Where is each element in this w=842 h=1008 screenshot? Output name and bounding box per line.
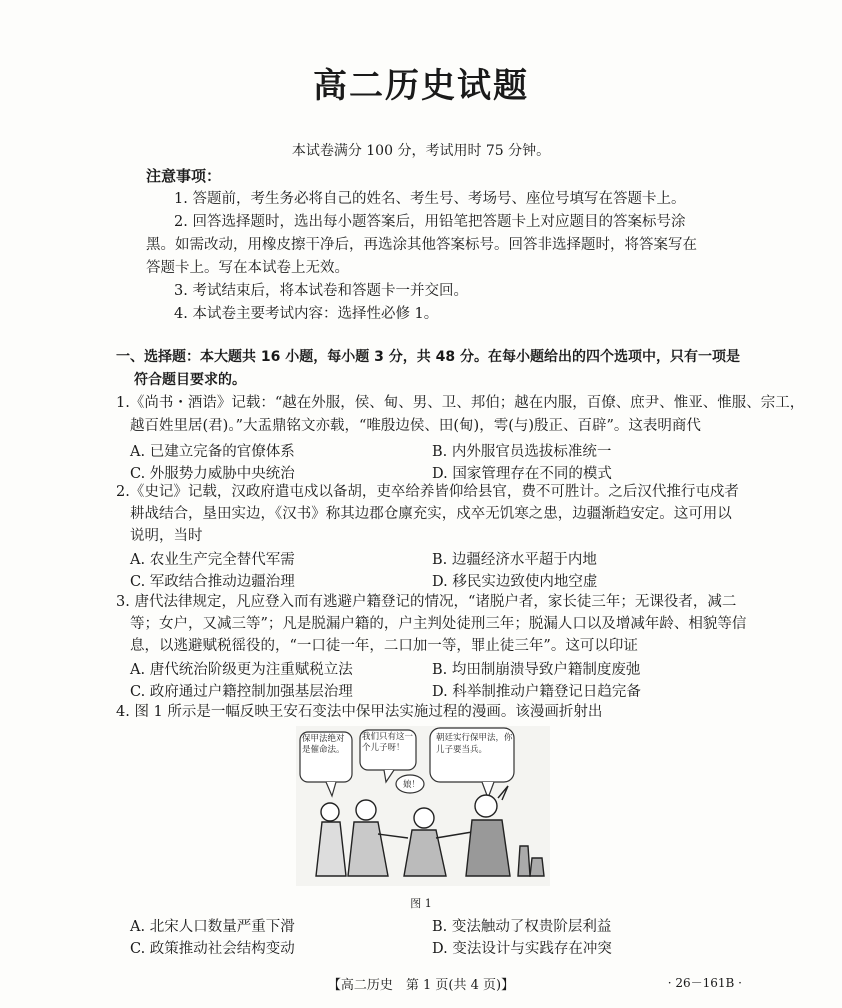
notice-line: 3. 考试结束后，将本试卷和答题卡一并交回。 [174,283,468,299]
question-2-stem: 2.《史记》记载，汉政府遣屯戍以备胡，吏卒给养皆仰给县官，费不可胜计。之后汉代推行屯戍者 [116,484,739,500]
bubble-text-3: 朝廷实行保甲法，你儿子要当兵。 [436,733,513,755]
question-3-option-d[interactable]: D. 科举制推动户籍登记日趋完备 [432,684,641,700]
question-2-option-a[interactable]: A. 农业生产完全替代军需 [130,552,295,568]
notice-line: 黑。如需改动，用橡皮擦干净后，再选涂其他答案标号。回答非选择题时，将答案写在 [146,237,697,253]
exam-title: 高二历史试题 [313,66,529,106]
question-3-option-b[interactable]: B. 均田制崩溃导致户籍制度废弛 [432,662,641,678]
section-heading: 一、选择题：本大题共 16 小题，每小题 3 分，共 48 分。在每小题给出的四个选项中，只有一项是 [116,349,740,365]
question-1-option-d[interactable]: D. 国家管理存在不同的模式 [432,466,612,482]
question-3-stem: 3. 唐代法律规定，凡应登入而有逃避户籍登记的情况，“诸脱户者，家长徒三年；无课役者，减二 [116,594,737,610]
section-heading-cont: 符合题目要求的。 [134,372,246,388]
question-4-option-c[interactable]: C. 政策推动社会结构变动 [130,941,295,957]
question-2-stem: 说明，当时 [130,528,203,544]
question-4-option-d[interactable]: D. 变法设计与实践存在冲突 [432,941,612,957]
notice-line: 2. 回答选择题时，选出每小题答案后，用铅笔把答题卡上对应题目的答案标号涂 [174,214,686,230]
question-2-stem: 耕战结合，垦田实边，《汉书》称其边郡仓廪充实，戍卒无饥寒之患，边疆渐趋安定。这可用以 [130,506,732,522]
question-1-option-b[interactable]: B. 内外服官员选拔标准统一 [432,444,612,460]
notice-line: 1. 答题前，考生务必将自己的姓名、考生号、考场号、座位号填写在答题卡上。 [174,191,686,207]
question-4-option-a[interactable]: A. 北宋人口数量严重下滑 [130,919,295,935]
notice-heading: 注意事项： [146,167,222,185]
question-2-option-c[interactable]: C. 军政结合推动边疆治理 [130,574,295,590]
notice-line: 答题卡上。写在本试卷上无效。 [146,260,349,276]
question-2-option-d[interactable]: D. 移民实边致使内地空虚 [432,574,598,590]
bubble-text-4: 娘！ [403,780,421,790]
page-footer: 【高二历史 第 1 页(共 4 页)】 [327,978,515,993]
question-3-stem: 等；女户，又减三等”；凡是脱漏户籍的，户主判处徒刑三年；脱漏人口以及增减年龄、相貌等信 [130,616,747,632]
bubble-text-1: 保甲法绝对是催命法。 [302,734,345,755]
question-1-option-c[interactable]: C. 外服势力威胁中央统治 [130,466,295,482]
notice-line: 4. 本试卷主要考试内容：选择性必修 1。 [174,306,439,322]
question-1-option-a[interactable]: A. 已建立完备的官僚体系 [130,444,295,460]
question-3-option-a[interactable]: A. 唐代统治阶级更为注重赋税立法 [130,662,353,678]
question-3-option-c[interactable]: C. 政府通过户籍控制加强基层治理 [130,684,353,700]
exam-code: · 26－161B · [667,976,742,990]
figure-caption: 图 1 [410,897,432,910]
question-4-option-b[interactable]: B. 变法触动了权贵阶层利益 [432,919,612,935]
question-4-stem: 4. 图 1 所示是一幅反映王安石变法中保甲法实施过程的漫画。该漫画折射出 [116,704,603,720]
exam-subtitle: 本试卷满分 100 分，考试用时 75 分钟。 [291,143,551,159]
question-2-option-b[interactable]: B. 边疆经济水平超于内地 [432,552,597,568]
question-3-stem: 息，以逃避赋税徭役的，“一口徒一年，二口加一等，罪止徒三年”。这可以印证 [130,638,638,654]
question-1-stem: 越百姓里居(君)。”大盂鼎铭文亦载，“唯殷边侯、田(甸)，雩(与)殷正、百辟”。这表明商代 [130,418,701,434]
bubble-text-2: 我们只有这一个儿子呀！ [362,732,414,753]
question-1-stem: 1.《尚书・酒诰》记载：“越在外服，侯、甸、男、卫、邦伯；越在内服，百僚、庶尹、惟亚、惟服、宗工， [116,395,805,411]
